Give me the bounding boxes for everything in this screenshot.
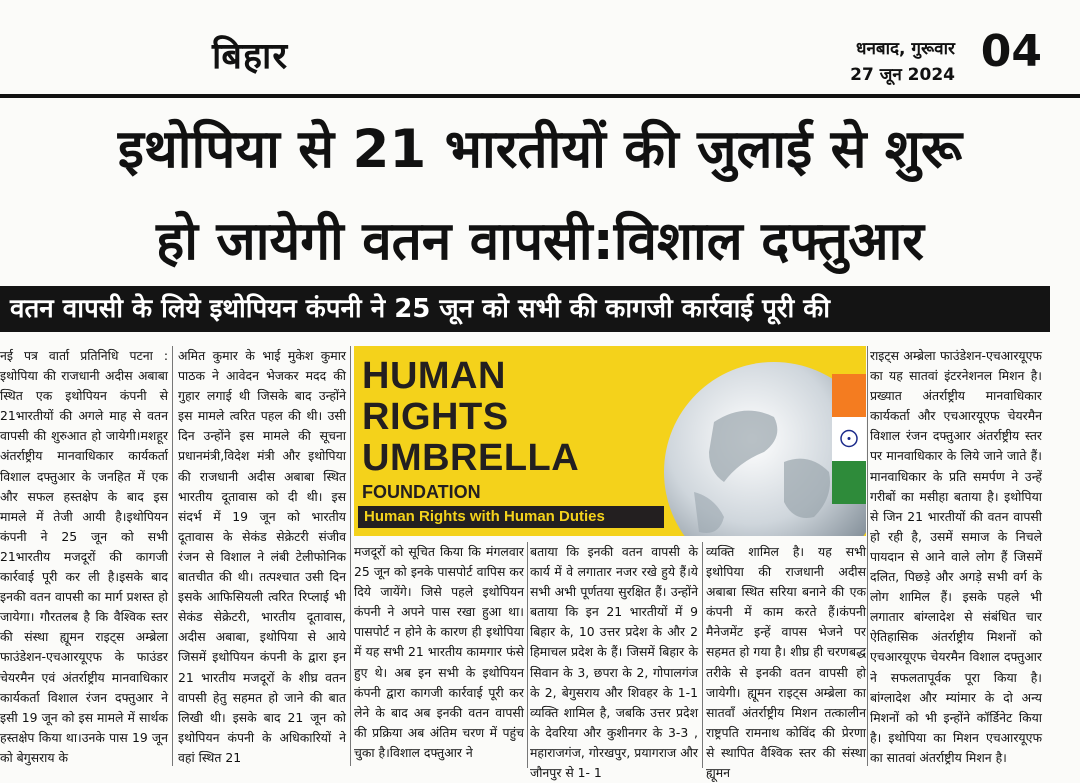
article-column-2: अमित कुमार के भाई मुकेश कुमार पाठक ने आवेदन भेजकर मदद की गुहार लगाई थी जिसके बाद उन्होंने इस मामले त्वरित पहल की थी। उसी दिन उन्होंने इस मामले की सूचना प्रधानमंत्री,विदेश मंत्री और इथोपिया की राजधानी अदीस अबाबा स्थित भारतीय दूतावास को दी थी। इस संदर्भ में 19 जून को भारतीय दूतावास के सेकंड सेक्रेटरी संजीव रंजन से विशाल ने लंबी टेलीफोनिक बातचीत की थी। तत्पश्चात उसी दिन इसके आफिसियली त्वरित रिप्लाई भी सेकंड सेक्रेटरी, भारतीय दूतावास, अदीस अबाबा, इथोपिया से आये जिसमें इथोपियन कंपनी के द्वारा इन 21 भारतीय मजदूरों के शीघ्र वतन वापसी हेतु सहमत हो जाने की बात लिखी थी। इसके बाद 21 जून को इथोपियन कंपनी के अधिकारियों ने वहां स्थित 21: [178, 348, 346, 765]
article-column-1: नई पत्र वार्ता प्रतिनिधि पटना : इथोपिया की राजधानी अदीस अबाबा स्थित एक इथोपियन कंपनी से 21भारतीयों की अगले माह से वतन वापसी की शुरुआत हो जायेगी।मशहूर अंतर्राष्ट्रीय मानवाधिकार कार्यकर्ता विशाल दफ्तुआर के जनहित में एक और सफल हस्तक्षेप के बाद इस मामले में तेजी आयी है।इथोपियन कंपनी ने 25 जून को सभी 21भारतीय मजदूरों की कागजी कार्रवाई पूरी कर ली है।इसके बाद इनकी वतन वापसी का मार्ग प्रशस्त हो जायेगा। गौरतलब है कि वैश्विक स्तर की संस्था ह्यूमन राइट्स अम्ब्रेला फाउंडेशन-एचआरयूएफ के फाउंडर चेयरमैन एवं अंतर्राष्ट्रीय मानवाधिकार कार्यकर्ता विशाल रंजन दफ्तुआर ने इसी 19 जून को इस मामले में सार्थक हस्तक्षेप किया था।उनके पास 19 जून को बेगुसराय के: [0, 348, 168, 765]
ad-title-line-1: HUMAN: [362, 355, 506, 397]
headline-line-1: इथोपिया से 21 भारतीयों की जुलाई से शुरू: [117, 119, 963, 180]
subheadline-bar: वतन वापसी के लिये इथोपियन कंपनी ने 25 जून को सभी की कागजी कार्रवाई पूरी की: [0, 286, 1050, 332]
page-header: [0, 0, 1080, 96]
page-number: 04: [980, 26, 1042, 77]
section-name: बिहार: [212, 36, 289, 77]
article-column-5: व्यक्ति शामिल है। यह सभी इथोपिया की राजधानी अदीस अबाबा स्थित सरिया बनाने की एक कंपनी में काम करते हैं।कंपनी मैनेजमेंट इन्हें वापस भेजने पर सहमत हो गया है। शीघ्र ही चरणबद्ध तरीके से इनकी वतन वापसी हो जायेगी। ह्यूमन राइट्स अम्ब्रेला का सातवाँ अंतर्राष्ट्रीय मिशन तत्कालीन राष्ट्रपति रामनाथ कोविंद की प्रेरणा से स्थापित वैश्विक स्तर की संस्था ह्यूमन: [706, 544, 866, 781]
column-divider: [702, 542, 703, 768]
ad-tagline: Human Rights with Human Duties: [358, 506, 664, 528]
article-column-4: बताया कि इनकी वतन वापसी के कार्य में वे लगातार नजर रखे हुये हैं।ये सभी अभी पूर्णतया सुरक्षित हैं। उन्होंने बताया कि इन 21 भारतीयों में 9 बिहार के, 10 उत्तर प्रदेश के और 2 हिमाचल प्रदेश के हैं। जिसमें बिहार के सिवान के 3, छपरा के 2, गोपालगंज के 2, बेगुसराय और शिवहर के 1-1 व्यक्ति शामिल है, जबकि उत्तर प्रदेश के देवरिया और कुशीनगर के 3-3 , महाराजगंज, गोरखपुर, प्रयागराज और जौनपुर से 1- 1: [530, 544, 698, 781]
dateline-date: 27 जून 2024: [850, 65, 955, 85]
column-divider: [867, 346, 868, 766]
column-divider: [527, 542, 528, 768]
article-column-6: राइट्स अम्ब्रेला फाउंडेशन-एचआरयूएफ का यह सातवां इंटरनेशनल मिशन है।प्रख्यात अंतर्राष्ट्रीय मानवाधिकार कार्यकर्ता और एचआरयूएफ चेयरमैन विशाल रंजन दफ्तुआर अंतर्राष्ट्रीय स्तर पर मानवाधिकार के लिये जाने जाते हैं। मानवाधिकार के प्रति समर्पण ने उन्हें गरीबों का मसीहा बताया है। इथोपिया से जिन 21 भारतीयों की वतन वापसी हो रही है, उसमें समाज के निचले पायदान से आने वाले लोग हैं जिसमें दलित, पिछड़े और अगड़े सभी वर्ग के लोग शामिल हैं। इसके पहले भी लगातार बांग्लादेश से संबंधित चार ऐतिहासिक अंतर्राष्ट्रीय मिशनों को एचआरयूएफ चेयरमैन विशाल दफ्तुआर ने सफलतापूर्वक पूरा किया है। बांग्लादेश और म्यांमार के दो अन्य मिशनों को भी इन्होंने कॉर्डिनेट किया है। इथोपिया का मिशन एचआरयूएफ का सातवां अंतर्राष्ट्रीय मिशन है।: [870, 348, 1042, 765]
column-divider: [172, 346, 173, 766]
headline-line-2: हो जायेगी वतन वापसी:विशाल दफ्तुआर: [156, 211, 924, 272]
dateline: [850, 36, 955, 88]
ad-title: [362, 356, 579, 479]
india-flag-icon: [832, 374, 866, 504]
article-column-3: मजदूरों को सूचित किया कि मंगलवार 25 जून को इनके पासपोर्ट वापिस कर दिये जायेंगे। जिसे पहले इथोपियन कंपनी ने अपने पास रखा हुआ था।पासपोर्ट न होने के कारण ही इथोपिया में यह सभी 21 भारतीय कामगार फंसे हुए थे। अब इन सभी के इथोपियन कंपनी द्वारा कागजी कार्रवाई पूरी कर लेने के बाद अब इनकी वतन वापसी की प्रक्रिया अब अंतिम चरण में पहुंच चुका है।विशाल दफ्तुआर ने: [354, 544, 524, 760]
headline: [0, 104, 1080, 288]
ad-title-line-3: UMBRELLA: [362, 437, 580, 479]
header-rule: [0, 94, 1080, 98]
dateline-place-day: धनबाद, गुरूवार: [856, 39, 955, 59]
ad-title-line-2: RIGHTS: [362, 396, 509, 438]
ad-foundation-label: FOUNDATION: [362, 482, 481, 502]
human-rights-umbrella-ad: [354, 346, 866, 536]
column-divider: [350, 346, 351, 766]
